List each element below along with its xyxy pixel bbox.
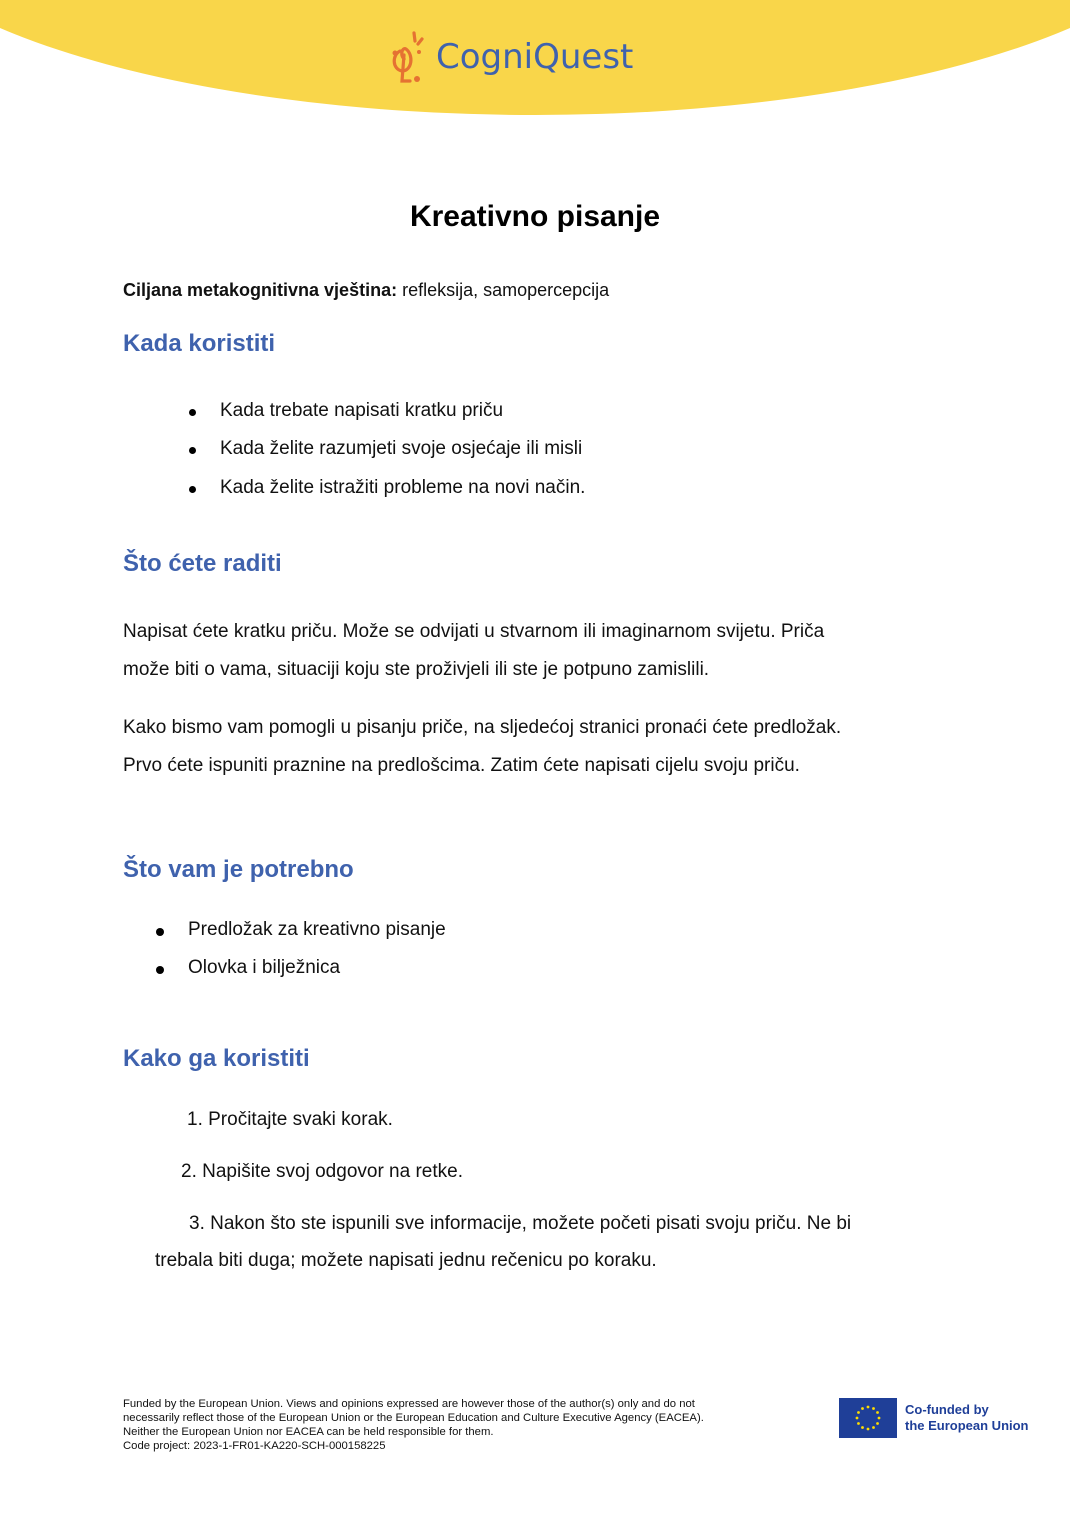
heading-need: Što vam je potrebno: [123, 856, 354, 883]
bullet-icon: [156, 966, 164, 974]
disclaimer-line: necessarily reflect those of the European Union or the European Education and Culture Executive Agency (EACEA).: [123, 1412, 704, 1424]
co-funded-label: [905, 1402, 1029, 1434]
eu-star: [867, 1428, 870, 1431]
eu-star: [867, 1406, 870, 1409]
eu-flag-icon: [839, 1398, 897, 1438]
eu-star: [872, 1407, 875, 1410]
bullet-icon: [156, 928, 164, 936]
list-item: [220, 438, 582, 460]
eu-star: [857, 1411, 860, 1414]
target-skill-label: Ciljana metakognitivna vještina:: [123, 280, 398, 300]
disclaimer-line: Funded by the European Union. Views and opinions expressed are however those of the author(s) only and do not: [123, 1398, 695, 1410]
paragraph-line: Kako bismo vam pomogli u pisanju priče, na sljedećoj stranici pronaći ćete predložak.: [123, 717, 842, 738]
heading-what: Što ćete raditi: [123, 550, 282, 577]
bullet-icon: [189, 409, 196, 416]
bullet-icon: [189, 447, 196, 454]
paragraph-line: Napisat ćete kratku priču. Može se odvijati u stvarnom ili imaginarnom svijetu. Priča: [123, 621, 825, 642]
list-item-text: Predložak za kreativno pisanje: [188, 919, 446, 940]
list-item: [220, 477, 585, 499]
eu-star: [857, 1422, 860, 1425]
paragraph: [123, 613, 963, 689]
target-skill-value: refleksija, samopercepcija: [397, 280, 610, 300]
paragraph-line: može biti o vama, situaciji koju ste proživjeli ili ste je potpuno zamislili.: [123, 659, 710, 680]
step-item-continued: trebala biti duga; možete napisati jednu rečenicu po koraku.: [155, 1250, 657, 1271]
paragraph-line: Prvo ćete ispuniti praznine na predlošcima. Zatim ćete napisati cijelu svoju priču.: [123, 755, 800, 776]
co-funded-line: the European Union: [905, 1418, 1029, 1433]
page-title: Kreativno pisanje: [409, 200, 661, 233]
eu-star: [856, 1417, 859, 1420]
list-item: [220, 400, 503, 422]
eu-star: [876, 1411, 879, 1414]
list-item-text: Olovka i bilježnica: [188, 957, 341, 978]
project-code: Code project: 2023-1-FR01-KA220-SCH-000158225: [123, 1440, 386, 1452]
step-item: 1. Pročitajte svaki korak.: [187, 1109, 393, 1130]
target-skill: [123, 280, 609, 301]
list-item: [188, 957, 340, 979]
logo-text: CogniQuest: [436, 37, 634, 77]
list-item-text: Kada želite istražiti probleme na novi način.: [220, 477, 586, 498]
cogniquest-logo: [386, 22, 633, 92]
eu-star: [861, 1426, 864, 1429]
paragraph: [123, 709, 963, 785]
eu-star: [878, 1417, 881, 1420]
co-funded-line: Co-funded by: [905, 1402, 989, 1417]
heading-when: Kada koristiti: [123, 330, 276, 357]
step-item: 2. Napišite svoj odgovor na retke.: [181, 1161, 463, 1182]
step-item: 3. Nakon što ste ispunili sve informacije, možete početi pisati svoju priču. Ne bi: [189, 1213, 852, 1234]
funding-disclaimer: [123, 1397, 823, 1453]
lightbulb-person-icon: [386, 25, 438, 89]
list-item-text: Kada trebate napisati kratku priču: [220, 400, 504, 421]
bullet-icon: [189, 486, 196, 493]
list-item: [188, 919, 446, 941]
list-item-text: Kada želite razumjeti svoje osjećaje ili misli: [220, 438, 583, 459]
eu-star: [876, 1422, 879, 1425]
eu-star: [861, 1407, 864, 1410]
eu-star: [872, 1426, 875, 1429]
heading-how: Kako ga koristiti: [123, 1045, 310, 1072]
disclaimer-line: Neither the European Union nor EACEA can be held responsible for them.: [123, 1426, 494, 1438]
